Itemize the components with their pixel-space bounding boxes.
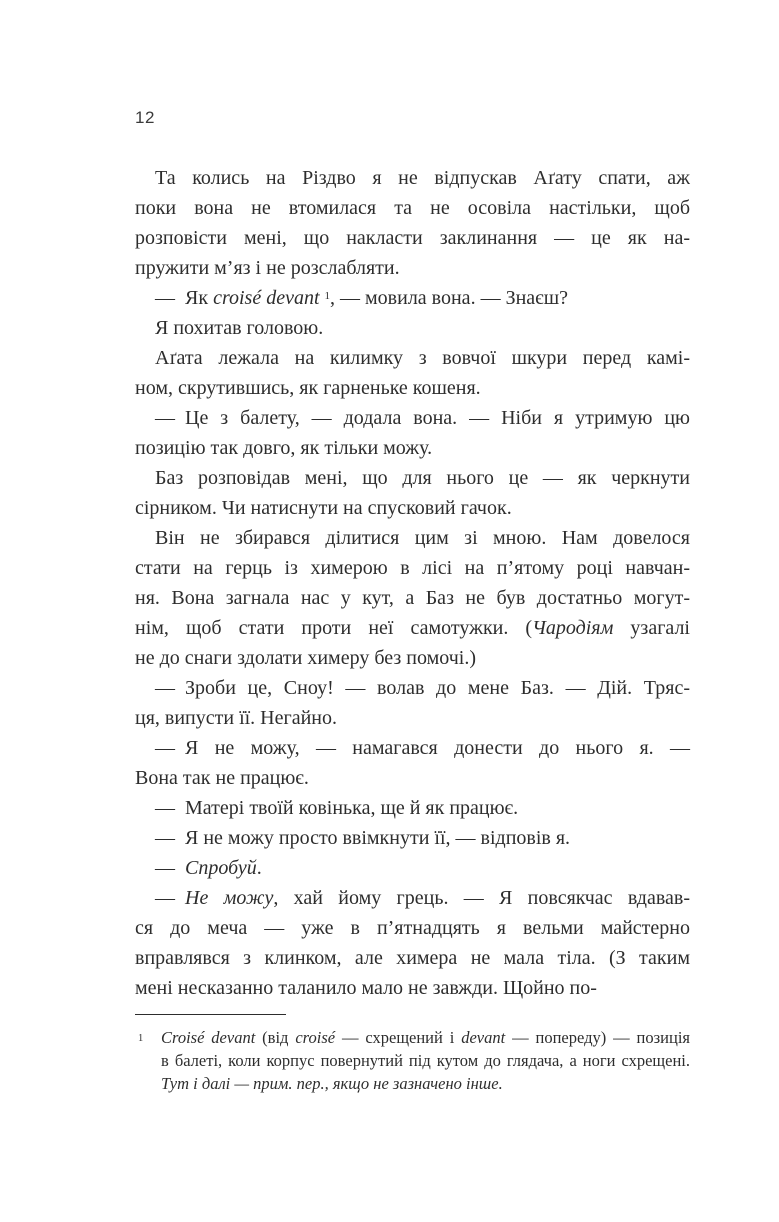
text-segment: (від <box>255 1028 296 1047</box>
footnote-lines <box>161 1026 690 1095</box>
paragraph <box>135 673 690 733</box>
text-line <box>135 763 690 793</box>
text-segment: узагалі <box>613 617 690 639</box>
footnote-body <box>135 1026 690 1095</box>
text-segment: — Зроби це, Сноу! — волав до мене Баз. — Дій. Тряс- <box>155 677 690 699</box>
text-line <box>161 1049 690 1072</box>
paragraph <box>135 463 690 523</box>
paragraph <box>135 403 690 463</box>
text-line <box>135 373 690 403</box>
text-segment: — <box>155 887 185 909</box>
text-segment: devant <box>461 1028 506 1047</box>
body-text <box>135 163 690 1003</box>
text-line <box>135 913 690 943</box>
text-line <box>135 613 690 643</box>
paragraph <box>135 883 690 1003</box>
text-segment: в балеті, коли корпус повернутий під кутом до глядача, а ноги схрещені. <box>161 1051 690 1070</box>
text-segment: позицію так довго, як тільки можу. <box>135 437 433 459</box>
text-line <box>135 973 690 1003</box>
text-segment: — Як <box>155 287 214 309</box>
text-segment: стати на герць із химерою в лісі на п’ятому році навчан- <box>135 557 690 579</box>
text-segment: пружити м’яз і не розслабляти. <box>135 257 400 279</box>
paragraph <box>135 523 690 673</box>
text-segment: — попереду) — позиція <box>505 1028 690 1047</box>
page-number: 12 <box>135 108 155 127</box>
text-line <box>135 463 690 493</box>
text-segment: — Я не можу просто ввімкнути її, — відповів я. <box>155 827 571 849</box>
text-segment: Croisé devant <box>161 1028 256 1047</box>
text-line <box>135 793 690 823</box>
text-segment: Не можу <box>185 887 274 909</box>
text-segment: Він не збирався ділитися цим зі мною. Нам довелося <box>155 527 690 549</box>
text-segment: вправлявся з клинком, але химера не мала тіла. (З таким <box>135 947 690 969</box>
text-line <box>135 643 690 673</box>
text-segment: ця, випусти її. Негайно. <box>135 707 337 729</box>
text-segment: , — мовила вона. — Знаєш? <box>330 287 569 309</box>
footnote <box>135 1026 690 1095</box>
text-segment: . <box>256 857 262 879</box>
text-line <box>135 283 690 313</box>
text-line <box>135 163 690 193</box>
text-line <box>135 253 690 283</box>
text-segment: ня. Вона загнала нас у кут, а Баз не був достатньо могут- <box>135 587 690 609</box>
text-line <box>135 883 690 913</box>
text-segment: croisé <box>295 1028 336 1047</box>
text-segment: Вона так не працює. <box>135 767 309 789</box>
text-segment: — Я не можу, — намагався донести до нього я. — <box>155 737 690 759</box>
text-segment: Тут і далі — прим. пер., якщо не зазначено інше. <box>161 1074 503 1093</box>
text-segment: Баз розповідав мені, що для нього це — як черкнути <box>155 467 690 489</box>
text-segment: — схрещений і <box>335 1028 462 1047</box>
text-line <box>161 1026 690 1049</box>
text-segment <box>320 287 325 309</box>
footnote-separator <box>135 1014 286 1015</box>
text-line <box>135 823 690 853</box>
text-line <box>135 223 690 253</box>
text-line <box>135 703 690 733</box>
text-segment: сірником. Чи натиснути на спусковий гачок. <box>135 497 512 519</box>
text-segment: Я похитав головою. <box>155 317 324 339</box>
text-segment: Та колись на Різдво я не відпускав Аґату спати, аж <box>155 167 690 189</box>
text-line <box>135 583 690 613</box>
text-segment: — Це з балету, — додала вона. — Ніби я утримую цю <box>155 407 690 429</box>
text-line <box>135 343 690 373</box>
text-line <box>135 433 690 463</box>
text-segment: ся до меча — уже в п’ятнадцять я вельми майстерно <box>135 917 690 939</box>
text-segment: Аґата лежала на килимку з вовчої шкури перед камі- <box>155 347 690 369</box>
text-segment: ном, скрутившись, як гарненьке кошеня. <box>135 377 481 399</box>
paragraph <box>135 283 690 313</box>
text-segment: не до снаги здолати химеру без помочі.) <box>135 647 476 669</box>
text-line <box>161 1072 690 1095</box>
text-segment: Чародіям <box>532 617 614 639</box>
text-segment: , хай йому грець. — Я повсякчас вдавав- <box>273 887 690 909</box>
paragraph <box>135 853 690 883</box>
paragraph <box>135 313 690 343</box>
text-segment: мені несказанно таланило мало не завжди. Щойно по- <box>135 977 597 999</box>
footnote-marker: 1 <box>138 1033 144 1044</box>
text-line <box>135 403 690 433</box>
paragraph <box>135 793 690 823</box>
text-segment: поки вона не втомилася та не осовіла настільки, щоб <box>135 197 690 219</box>
paragraph <box>135 163 690 283</box>
text-line <box>135 193 690 223</box>
text-line <box>135 493 690 523</box>
text-segment: croisé devant <box>213 287 320 309</box>
text-line <box>135 313 690 343</box>
paragraph <box>135 823 690 853</box>
text-line <box>135 523 690 553</box>
paragraph <box>135 733 690 793</box>
text-line <box>135 553 690 583</box>
text-segment: розповісти мені, що накласти заклинання — це як на- <box>135 227 690 249</box>
text-segment: — <box>155 857 185 879</box>
text-line <box>135 733 690 763</box>
text-segment: Спробуй <box>185 857 257 879</box>
footnote-reference: 1 <box>324 290 331 303</box>
text-line <box>135 673 690 703</box>
text-segment: — Матері твоїй ковінька, ще й як працює. <box>155 797 519 819</box>
text-line <box>135 853 690 883</box>
paragraph <box>135 343 690 403</box>
text-line <box>135 943 690 973</box>
text-segment: нім, щоб стати проти неї самотужки. ( <box>135 617 533 639</box>
